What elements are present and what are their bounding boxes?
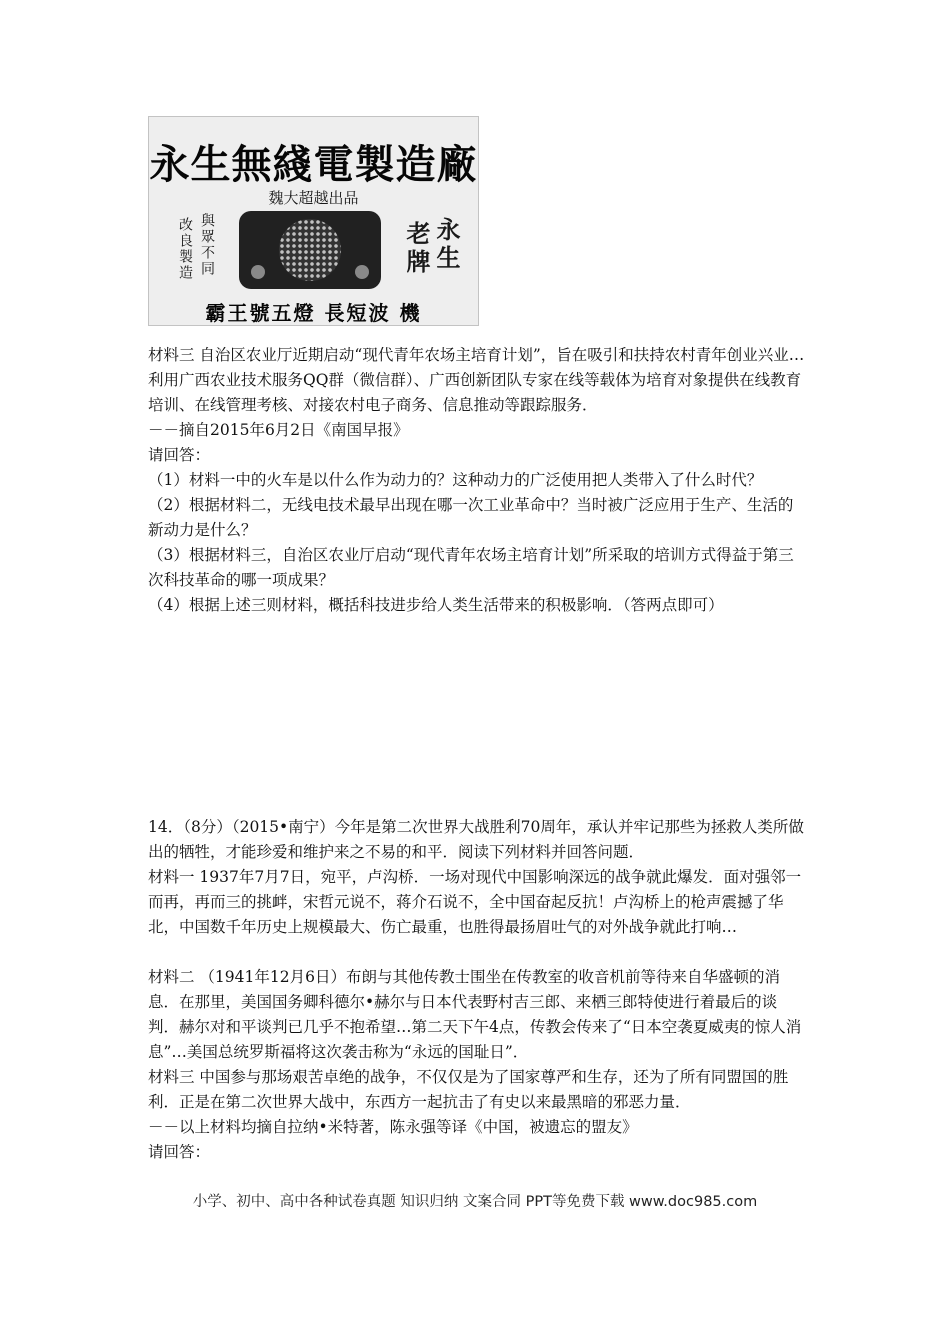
radio-knob-right xyxy=(355,265,369,279)
radio-advertisement-image xyxy=(148,116,479,326)
q14-intro: 14．（8分）（2015•南宁）今年是第二次世界大战胜利70周年，承认并牢记那些为拯救人类所做出的牺牲，才能珍爱和维护来之不易的和平．阅读下列材料并回答问题． xyxy=(148,818,804,861)
q13-prompt: 请回答： xyxy=(148,446,211,464)
speaker-grille xyxy=(279,219,341,281)
radio-knob-left xyxy=(251,265,265,279)
q13-question-2: （2）根据材料二，无线电技术最早出现在哪一次工业革命中？当时被广泛应用于生产、生活的新动力是什么？ xyxy=(148,496,794,539)
q13-question-1: （1）材料一中的火车是以什么作为动力的？这种动力的广泛使用把人类带入了什么时代？ xyxy=(148,471,763,489)
q13-question-3: （3）根据材料三，自治区农业厅启动“现代青年农场主培育计划”所采取的培训方式得益于第三次科技革命的哪一项成果？ xyxy=(148,546,794,589)
ad-subtitle: 魏大超越出品 xyxy=(268,189,359,207)
q14-prompt: 请回答： xyxy=(148,1143,211,1161)
page-footer: 小学、初中、高中各种试卷真题 知识归纳 文案合同 PPT等免费下载 www.doc985.com xyxy=(192,1194,758,1210)
ad-right-text-1: 老牌 xyxy=(402,221,430,277)
q14-material-3: 材料三 中国参与那场艰苦卓绝的战争，不仅仅是为了国家尊严和生存，还为了所有同盟国的胜利．正是在第二次世界大战中，东西方一起抗击了有史以来最黑暗的邪恶力量． xyxy=(148,1068,789,1111)
ad-left-text-1: 改良製造 xyxy=(177,217,193,281)
q13-source: －－摘自2015年6月2日《南国早报》 xyxy=(148,421,409,439)
q13-material-3: 材料三 自治区农业厅近期启动“现代青年农场主培育计划”，旨在吸引和扶持农村青年创业兴业…利用广西农业技术服务QQ群（微信群）、广西创新团队专家在线等载体为培育对象提供在线教育培训、在线管理考核、对接农村电子商务、信息推动等跟踪服务． xyxy=(148,346,805,414)
q13-question-4: （4）根据上述三则材料，概括科技进步给人类生活带来的积极影响．（答两点即可） xyxy=(148,596,724,614)
ad-title: 永生無綫電製造廠 xyxy=(149,142,478,188)
ad-bottom-text: 霸王號五燈 長短波 機 xyxy=(205,301,422,325)
radio-illustration xyxy=(239,211,381,289)
q14-source: －－以上材料均摘自拉纳•米特著，陈永强等译《中国，被遗忘的盟友》 xyxy=(148,1118,638,1136)
ad-right-text-2: 永生 xyxy=(432,217,460,273)
q14-material-1: 材料一 1937年7月7日，宛平，卢沟桥．一场对现代中国影响深远的战争就此爆发．面对强邻一而再，再而三的挑衅，宋哲元说不，蒋介石说不，全中国奋起反抗！卢沟桥上的枪声震撼了华北，中国数千年历史上规模最大、伤亡最重，也胜得最扬眉吐气的对外战争就此打响… xyxy=(148,868,802,936)
ad-left-text-2: 與眾不同 xyxy=(199,213,215,277)
q14-material-2: 材料二 （1941年12月6日）布朗与其他传教士围坐在传教室的收音机前等待来自华盛顿的消息．在那里，美国国务卿科德尔•赫尔与日本代表野村吉三郎、来栖三郎特使进行着最后的谈判．赫尔对和平谈判已几乎不抱希望…第二天下午4点，传教会传来了“日本空袭夏威夷的惊人消息”…美国总统罗斯福将这次袭击称为“永远的国耻日”． xyxy=(148,968,802,1061)
